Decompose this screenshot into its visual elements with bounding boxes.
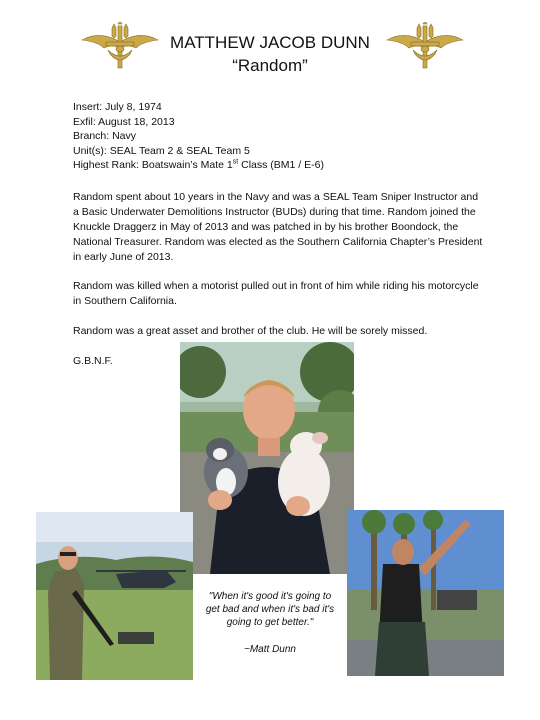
insert-date: Insert: July 8, 1974: [73, 101, 162, 113]
exfil-date: Exfil: August 18, 2013: [73, 115, 175, 128]
tribute-paragraph: Random was a great asset and brother of the club. He will be sorely missed.: [73, 325, 428, 337]
service-facts: [73, 100, 483, 173]
quote-box: [193, 574, 347, 688]
photo-soldier-helicopter: [36, 512, 193, 680]
biography-paragraph: Random spent about 10 years in the Navy and was a SEAL Team Sniper Instructor and a Basic Underwater Demolitions Instructor (BUDs) during that time. Random joined the Knuckle Draggerz in May of 2013 and was patched in by his brother Boondock, the National Treasurer. Random was elected as the Southern California Chapter’s President in early June of 2013.: [73, 191, 483, 263]
death-paragraph: Random was killed when a motorist pulled out in front of him while riding his motorcycle in Southern California.: [73, 280, 479, 307]
nickname-subheading: “Random”: [232, 56, 308, 75]
quote-attribution: ~Matt Dunn: [244, 644, 296, 655]
gbnf-text: G.B.N.F.: [73, 355, 113, 367]
branch: Branch: Navy: [73, 130, 137, 143]
photo-with-puppies: [180, 342, 354, 574]
units: Unit(s): SEAL Team 2 & SEAL Team 5: [73, 144, 250, 157]
highest-rank: Highest Rank: Boatswain’s Mate 1st Class (BM1 / E-6): [73, 158, 324, 172]
memorial-name-heading: MATTHEW JACOB DUNN: [170, 33, 370, 52]
quote-text: "When it's good it's going to get bad and when it's bad it's going to get better.": [205, 591, 335, 628]
photo-man-in-kilt: [347, 510, 504, 676]
